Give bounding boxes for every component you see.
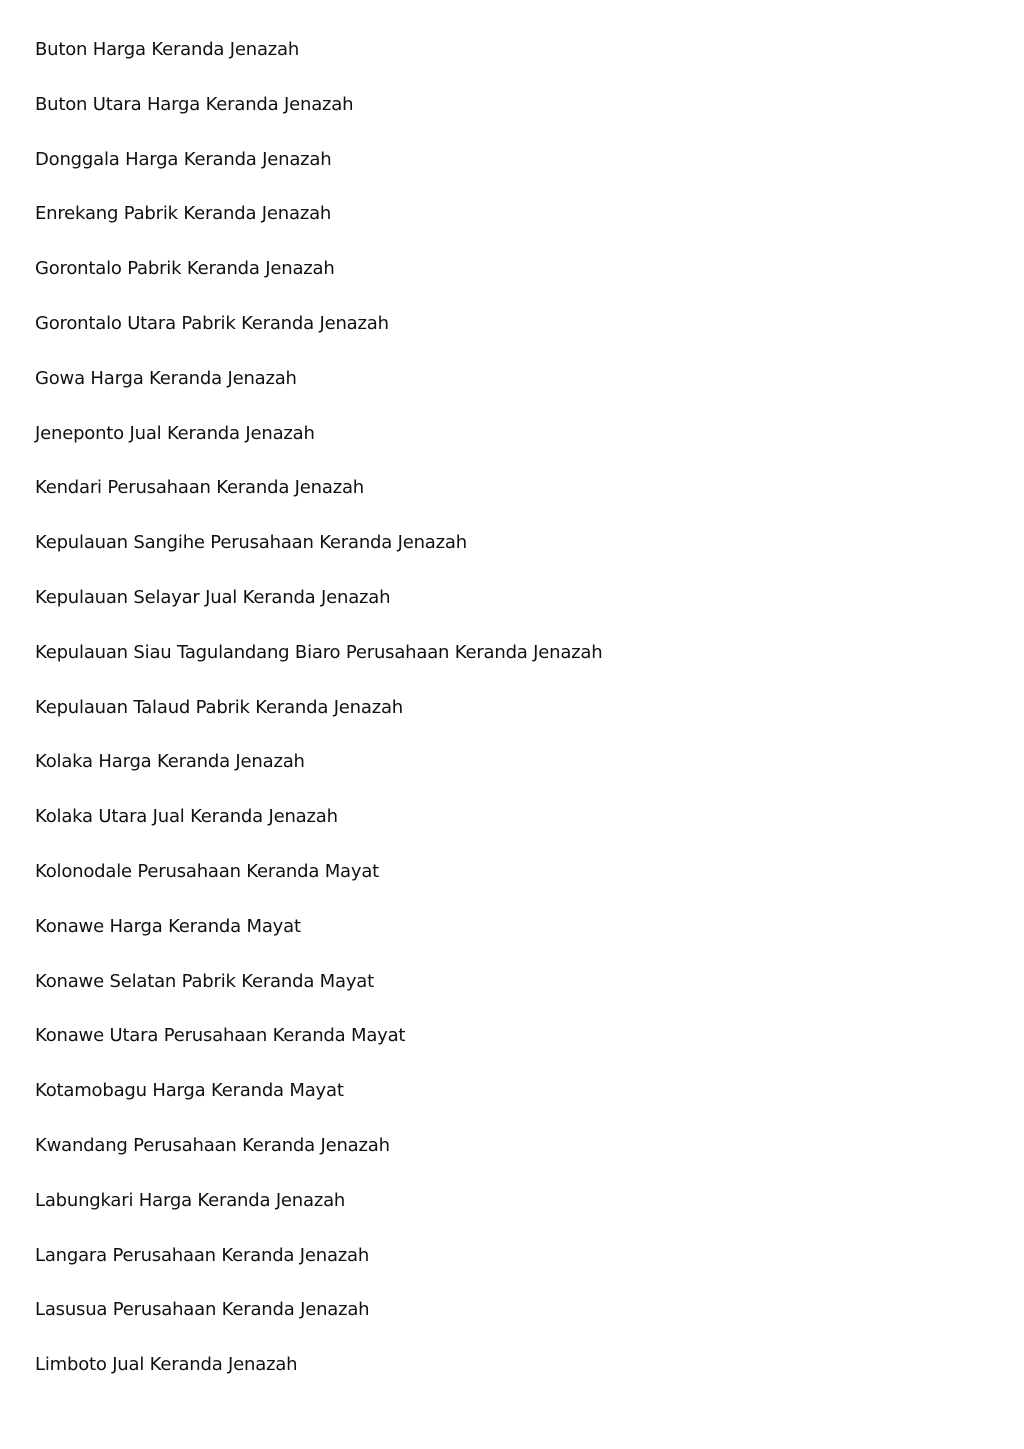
list-item: Kendari Perusahaan Keranda Jenazah (35, 477, 364, 499)
list-item: Enrekang Pabrik Keranda Jenazah (35, 203, 332, 225)
list-item: Kotamobagu Harga Keranda Mayat (35, 1080, 344, 1102)
list-item: Kepulauan Sangihe Perusahaan Keranda Jenazah (35, 532, 467, 554)
list-item: Labungkari Harga Keranda Jenazah (35, 1189, 346, 1211)
location-list (35, 36, 995, 1406)
list-item: Limboto Jual Keranda Jenazah (35, 1354, 298, 1376)
list-item: Gorontalo Pabrik Keranda Jenazah (35, 258, 335, 280)
list-item: Gowa Harga Keranda Jenazah (35, 367, 297, 389)
list-item: Kwandang Perusahaan Keranda Jenazah (35, 1134, 390, 1156)
list-item: Kepulauan Talaud Pabrik Keranda Jenazah (35, 696, 404, 718)
list-item: Lasusua Perusahaan Keranda Jenazah (35, 1299, 370, 1321)
list-item: Jeneponto Jual Keranda Jenazah (35, 422, 315, 444)
list-item: Kepulauan Siau Tagulandang Biaro Perusahaan Keranda Jenazah (35, 641, 603, 663)
list-item: Buton Utara Harga Keranda Jenazah (35, 93, 354, 115)
document-page (35, 36, 995, 1406)
list-item: Langara Perusahaan Keranda Jenazah (35, 1244, 370, 1266)
list-item: Buton Harga Keranda Jenazah (35, 39, 300, 60)
list-item: Kepulauan Selayar Jual Keranda Jenazah (35, 586, 391, 608)
list-item: Konawe Selatan Pabrik Keranda Mayat (35, 970, 374, 992)
list-item: Konawe Harga Keranda Mayat (35, 915, 301, 937)
list-item: Konawe Utara Perusahaan Keranda Mayat (35, 1025, 406, 1047)
list-item: Gorontalo Utara Pabrik Keranda Jenazah (35, 312, 389, 334)
list-item: Kolaka Utara Jual Keranda Jenazah (35, 806, 338, 828)
list-item: Donggala Harga Keranda Jenazah (35, 148, 332, 170)
list-item: Kolonodale Perusahaan Keranda Mayat (35, 860, 380, 882)
list-item: Kolaka Harga Keranda Jenazah (35, 751, 305, 773)
